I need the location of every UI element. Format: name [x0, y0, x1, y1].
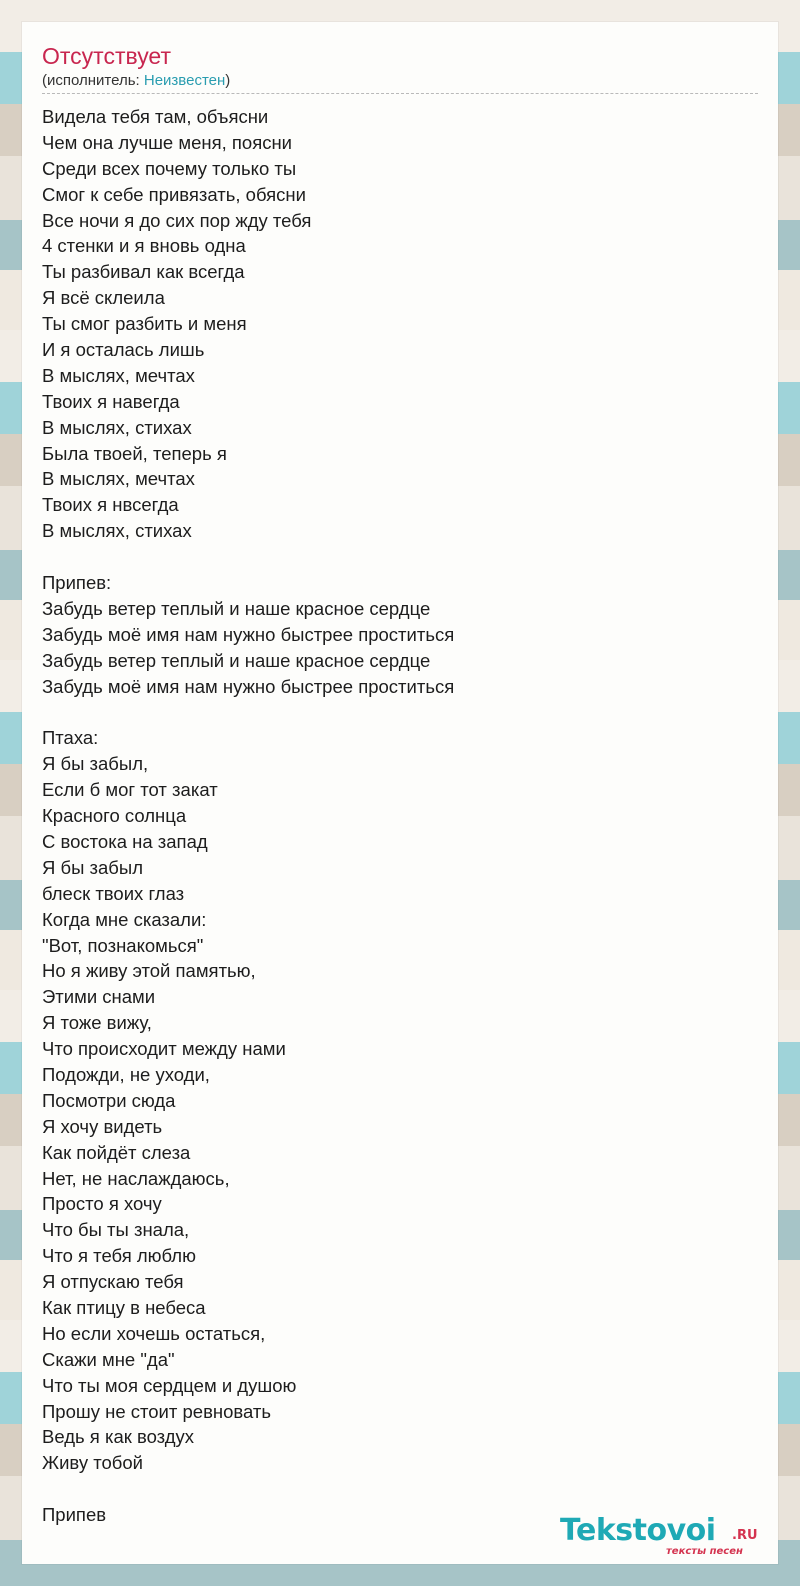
lyric-line	[42, 1476, 742, 1502]
lyric-line: Но я живу этой памятью,	[42, 960, 256, 982]
lyric-line: Я тоже вижу,	[42, 1012, 152, 1034]
lyric-line: Забудь моё имя нам нужно быстрее проститься	[42, 675, 455, 697]
logo-tagline: тексты песен	[666, 1546, 743, 1557]
lyric-line: Я отпускаю тебя	[42, 1271, 184, 1293]
lyric-line: 4 стенки и я вновь одна	[42, 235, 246, 257]
lyric-line: Среди всех почему только ты	[42, 157, 297, 179]
lyric-line: Я бы забыл,	[42, 753, 149, 775]
lyric-line: "Вот, познакомься"	[42, 934, 204, 956]
lyric-line: Посмотри сюда	[42, 1089, 176, 1111]
lyric-line: Припев	[42, 1504, 107, 1526]
lyric-line: Была твоей, теперь я	[42, 442, 227, 464]
lyric-line: Все ночи я до сих пор жду тебя	[42, 209, 312, 231]
lyric-line: Припев:	[42, 572, 112, 594]
lyric-line: Забудь ветер теплый и наше красное сердце	[42, 649, 431, 671]
lyric-line: В мыслях, мечтах	[42, 468, 195, 490]
lyric-line: Птаха:	[42, 727, 99, 749]
title-divider	[42, 93, 758, 94]
logo-name: Tekstovoi	[560, 1513, 716, 1548]
lyric-line: Нет, не наслаждаюсь,	[42, 1167, 230, 1189]
lyric-line: Ты разбивал как всегда	[42, 261, 245, 283]
lyric-line: Твоих я навегда	[42, 390, 180, 412]
lyric-line: Красного солнца	[42, 805, 187, 827]
lyric-line: Если б мог тот закат	[42, 779, 218, 801]
lyric-line: Этими снами	[42, 986, 156, 1008]
lyric-line: Забудь моё имя нам нужно быстрее проститься	[42, 623, 455, 645]
performer-prefix: (исполнитель:	[42, 72, 144, 89]
performer-suffix: )	[225, 72, 231, 89]
lyric-line: Как птицу в небеса	[42, 1296, 206, 1318]
lyric-line: Смог к себе привязать, обясни	[42, 183, 306, 205]
lyric-line: Что ты моя сердцем и душою	[42, 1374, 297, 1396]
lyric-line: Как пойдёт слеза	[42, 1141, 191, 1163]
lyric-line	[42, 544, 742, 570]
song-title: Отсутствует	[42, 43, 171, 69]
lyric-line: Чем она лучше меня, поясни	[42, 131, 293, 153]
lyric-line: Я бы забыл	[42, 856, 143, 878]
lyric-line	[42, 699, 742, 725]
lyric-line: Живу тобой	[42, 1452, 144, 1474]
lyric-line: Но если хочешь остаться,	[42, 1322, 266, 1344]
lyric-line: В мыслях, мечтах	[42, 364, 195, 386]
lyric-line: В мыслях, стихах	[42, 520, 192, 542]
lyrics-text	[42, 104, 742, 1528]
lyric-line: Твоих я нвсегда	[42, 494, 179, 516]
lyrics-card	[22, 22, 778, 1564]
lyric-line: Видела тебя там, объясни	[42, 106, 269, 127]
lyric-line: С востока на запад	[42, 830, 208, 852]
logo-tld: .RU	[732, 1528, 758, 1543]
lyric-line: Подожди, не уходи,	[42, 1063, 210, 1085]
lyric-line: И я осталась лишь	[42, 339, 205, 361]
lyric-line: Когда мне сказали:	[42, 908, 207, 930]
performer-link[interactable]: Неизвестен	[143, 72, 226, 89]
lyric-line: Просто я хочу	[42, 1193, 162, 1215]
lyric-line: В мыслях, стихах	[42, 416, 192, 438]
lyric-line: Ты смог разбить и меня	[42, 313, 247, 335]
performer-line	[42, 72, 230, 90]
lyric-line: Скажи мне "да"	[42, 1348, 175, 1370]
lyric-line: Что происходит между нами	[42, 1038, 286, 1060]
lyric-line: Забудь ветер теплый и наше красное сердце	[42, 597, 431, 619]
lyric-line: блеск твоих глаз	[42, 882, 185, 904]
site-logo[interactable]	[560, 1514, 770, 1556]
lyric-line: Что бы ты знала,	[42, 1219, 190, 1241]
lyric-line: Ведь я как воздух	[42, 1426, 195, 1448]
lyric-line: Что я тебя люблю	[42, 1245, 196, 1267]
lyric-line: Прошу не стоит ревновать	[42, 1400, 272, 1422]
lyric-line: Я всё склеила	[42, 287, 165, 309]
lyric-line: Я хочу видеть	[42, 1115, 163, 1137]
